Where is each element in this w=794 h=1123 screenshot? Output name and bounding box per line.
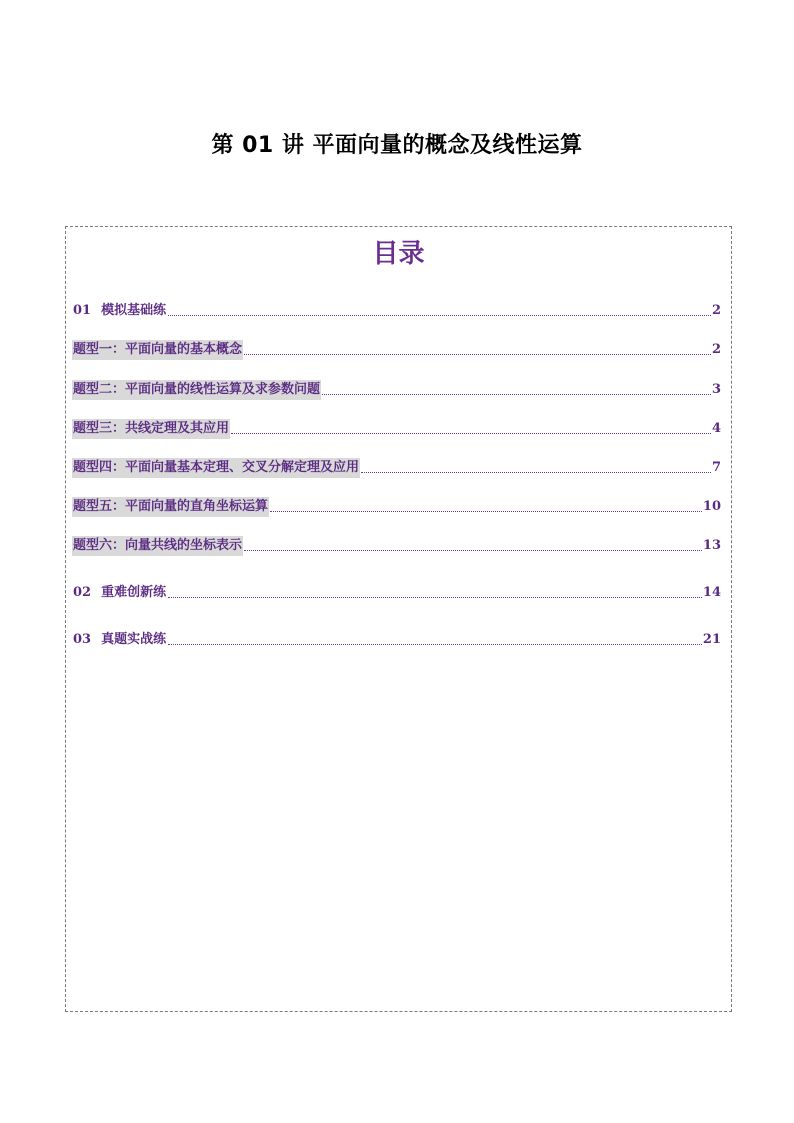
toc-entry-text: 重难创新练: [101, 585, 167, 600]
toc-leader-dots: [168, 314, 711, 316]
page-title: 第 01 讲 平面向量的概念及线性运算: [211, 133, 583, 158]
toc-entry-page: 2: [711, 303, 721, 318]
toc-entry-page: 21: [702, 632, 721, 647]
toc-entry-page: 10: [702, 499, 721, 514]
toc-entry-type-4[interactable]: [72, 458, 721, 478]
toc-entry-type-3[interactable]: [72, 419, 721, 439]
toc-entry-page: 14: [702, 585, 721, 600]
toc-entry-page: 13: [702, 538, 721, 553]
toc-entry-label: 题型三：共线定理及其应用: [72, 419, 230, 439]
toc-entry-label: [72, 301, 167, 321]
toc-leader-dots: [270, 510, 702, 512]
toc-leader-dots: [244, 549, 702, 551]
toc-entry-type-6[interactable]: [72, 536, 721, 556]
toc-entry-page: 7: [711, 460, 721, 475]
toc-entry-number: 01: [73, 303, 92, 318]
toc-leader-dots: [231, 432, 711, 434]
toc-leader-dots: [361, 471, 711, 473]
toc-leader-dots: [244, 353, 711, 355]
toc-leader-dots: [322, 393, 711, 395]
toc-leader-dots: [168, 643, 702, 645]
toc-entry-page: 2: [711, 342, 721, 357]
toc-entry-text: 模拟基础练: [101, 303, 167, 318]
toc-entry-type-5[interactable]: [72, 497, 721, 517]
toc-entry-page: 3: [711, 382, 721, 397]
toc-entry-number: 03: [73, 632, 92, 647]
toc-entry-type-2[interactable]: [72, 380, 721, 400]
toc-entry-label: [72, 630, 167, 650]
toc-entry-label: 题型二：平面向量的线性运算及求参数问题: [72, 380, 321, 400]
toc-entry-label: 题型一：平面向量的基本概念: [72, 340, 243, 360]
toc-entry-label: 题型六：向量共线的坐标表示: [72, 536, 243, 556]
toc-entry-section-01[interactable]: [72, 301, 721, 321]
toc-entry-section-02[interactable]: [72, 583, 721, 603]
toc-entry-label: [72, 583, 167, 603]
table-of-contents: [65, 226, 732, 1012]
toc-entry-label: 题型四：平面向量基本定理、交叉分解定理及应用: [72, 458, 360, 478]
toc-entry-number: 02: [73, 585, 92, 600]
toc-entry-section-03[interactable]: [72, 630, 721, 650]
toc-entry-label: 题型五：平面向量的直角坐标运算: [72, 497, 269, 517]
toc-leader-dots: [168, 596, 702, 598]
toc-entry-text: 真题实战练: [101, 632, 167, 647]
toc-entry-type-1[interactable]: [72, 340, 721, 360]
toc-heading: 目录: [372, 239, 425, 269]
toc-entry-page: 4: [711, 421, 721, 436]
